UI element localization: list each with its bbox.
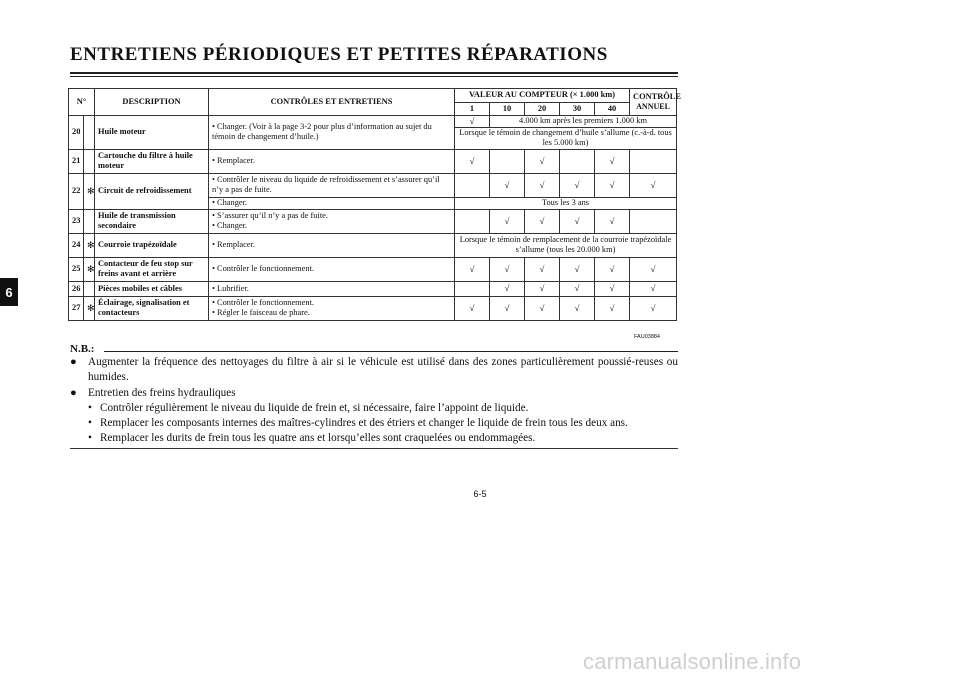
table-row	[69, 233, 677, 257]
table-row	[69, 149, 677, 173]
check-mark: √	[455, 116, 490, 128]
note-text: Entretien des freins hydrauliques	[88, 387, 236, 399]
odo-col-30: 30	[560, 103, 595, 116]
chapter-tab: 6	[0, 278, 18, 306]
note-subitem	[70, 416, 678, 431]
table-row	[69, 209, 677, 233]
note-text: Remplacer les durits de frein tous les quatre ans et lorsqu’elles sont craquelées ou endommagées.	[100, 432, 536, 444]
check-mark: √	[630, 257, 677, 281]
check-mark: √	[560, 257, 595, 281]
check-mark: √	[525, 209, 560, 233]
check-mark	[455, 281, 490, 296]
check-mark: √	[525, 296, 560, 320]
row-number: 20	[69, 116, 84, 150]
table-row	[69, 173, 677, 197]
row-number: 26	[69, 281, 84, 296]
bullet-icon: •	[88, 432, 92, 444]
row-star: ✻	[84, 296, 95, 320]
check-mark: √	[595, 281, 630, 296]
note-subitem	[70, 401, 678, 416]
row-description: Contacteur de feu stop sur freins avant et arrière	[95, 257, 209, 281]
note-item	[70, 355, 678, 385]
page-title: ENTRETIENS PÉRIODIQUES ET PETITES RÉPARATIONS	[70, 44, 608, 65]
row-number: 23	[69, 209, 84, 233]
note-text: Augmenter la fréquence des nettoyages du filtre à air si le véhicule est utilisé dans des zones particulièrement poussié-reuses ou humides.	[88, 356, 678, 383]
row-star: ✻	[84, 257, 95, 281]
check-mark: √	[490, 173, 525, 197]
row-interval: 4.000 km après les premiers 1.000 km	[490, 116, 677, 128]
row-star	[84, 281, 95, 296]
row-description: Courroie trapézoïdale	[95, 233, 209, 257]
row-star	[84, 116, 95, 150]
row-description: Éclairage, signalisation et contacteurs	[95, 296, 209, 320]
row-interval: Tous les 3 ans	[455, 197, 677, 209]
bullet-icon: •	[88, 417, 92, 429]
row-interval: Lorsque le témoin de changement d’huile s’allume (c.-à-d. tous les 5.000 km)	[455, 127, 677, 149]
note-item	[70, 386, 678, 401]
watermark: carmanualsonline.info	[583, 649, 802, 674]
row-number: 27	[69, 296, 84, 320]
check-mark: √	[630, 173, 677, 197]
note-rule	[104, 351, 678, 352]
bullet-icon: ●	[70, 387, 77, 399]
row-action: • Lubrifier.	[209, 281, 455, 296]
maintenance-table	[68, 88, 681, 321]
row-description: Circuit de refroidissement	[95, 173, 209, 209]
row-description: Huile de transmission secondaire	[95, 209, 209, 233]
note-subitem	[70, 431, 678, 446]
check-mark: √	[595, 173, 630, 197]
check-mark: √	[560, 173, 595, 197]
title-rule	[70, 72, 678, 74]
check-mark	[630, 209, 677, 233]
header-checks: CONTRÔLES ET ENTRETIENS	[209, 89, 455, 116]
odo-col-40: 40	[595, 103, 630, 116]
odo-col-10: 10	[490, 103, 525, 116]
check-mark: √	[560, 281, 595, 296]
row-star	[84, 149, 95, 173]
page-number: 6-5	[473, 489, 487, 499]
row-star: ✻	[84, 233, 95, 257]
check-mark: √	[560, 209, 595, 233]
header-no: N°	[69, 89, 95, 116]
header-row	[69, 89, 677, 103]
header-odometer: VALEUR AU COMPTEUR (× 1.000 km)	[455, 89, 630, 103]
row-number: 21	[69, 149, 84, 173]
reference-code: FAU03884	[634, 334, 660, 340]
note-text: Remplacer les composants internes des maîtres-cylindres et des étriers et changer le liquide de frein tous les deux ans.	[100, 417, 628, 429]
check-mark: √	[630, 296, 677, 320]
row-number: 22	[69, 173, 84, 209]
table-row	[69, 281, 677, 296]
check-mark: √	[525, 257, 560, 281]
row-description: Huile moteur	[95, 116, 209, 150]
check-mark	[630, 149, 677, 173]
table-row	[69, 296, 677, 320]
bullet-icon: ●	[70, 356, 77, 368]
bullet-icon: •	[88, 402, 92, 414]
header-description: DESCRIPTION	[95, 89, 209, 116]
check-mark	[455, 209, 490, 233]
row-interval: Lorsque le témoin de remplacement de la courroie trapézoïdale s’allume (tous les 20.000 km)	[455, 233, 677, 257]
note-label: N.B.:	[70, 343, 95, 355]
check-mark	[560, 149, 595, 173]
check-mark: √	[490, 209, 525, 233]
row-action: • Contrôler le fonctionnement. • Régler le faisceau de phare.	[209, 296, 455, 320]
check-mark: √	[525, 173, 560, 197]
table-row	[69, 116, 677, 128]
row-star	[84, 209, 95, 233]
check-mark: √	[525, 281, 560, 296]
check-mark: √	[595, 257, 630, 281]
bottom-rule	[70, 448, 678, 449]
check-mark: √	[490, 296, 525, 320]
table-row	[69, 257, 677, 281]
row-action: • Contrôler le niveau du liquide de refroidissement et s’assurer qu’il n’y a pas de fuite.	[209, 173, 455, 197]
row-description: Pièces mobiles et câbles	[95, 281, 209, 296]
check-mark: √	[455, 149, 490, 173]
check-mark: √	[490, 257, 525, 281]
row-action: • Contrôler le fonctionnement.	[209, 257, 455, 281]
odo-col-20: 20	[525, 103, 560, 116]
row-number: 24	[69, 233, 84, 257]
row-number: 25	[69, 257, 84, 281]
check-mark: √	[455, 257, 490, 281]
check-mark: √	[490, 281, 525, 296]
row-action: • Remplacer.	[209, 149, 455, 173]
row-action: • S’assurer qu’il n’y a pas de fuite. • Changer.	[209, 209, 455, 233]
check-mark: √	[630, 281, 677, 296]
check-mark	[455, 173, 490, 197]
odo-col-1: 1	[455, 103, 490, 116]
check-mark: √	[455, 296, 490, 320]
check-mark	[490, 149, 525, 173]
row-action: • Changer. (Voir à la page 3-2 pour plus d’information au sujet du témoin de changement d’huile.)	[209, 116, 455, 150]
title-rule-thin	[70, 76, 678, 77]
check-mark: √	[595, 149, 630, 173]
note-text: Contrôler régulièrement le niveau du liquide de frein et, si nécessaire, faire l’appoint de liquide.	[100, 402, 529, 414]
row-action: • Remplacer.	[209, 233, 455, 257]
header-annual: CONTRÔLE ANNUEL	[630, 89, 677, 116]
row-description: Cartouche du filtre à huile moteur	[95, 149, 209, 173]
check-mark: √	[525, 149, 560, 173]
row-action: • Changer.	[209, 197, 455, 209]
check-mark: √	[595, 296, 630, 320]
check-mark: √	[560, 296, 595, 320]
row-star: ✻	[84, 173, 95, 209]
check-mark: √	[595, 209, 630, 233]
